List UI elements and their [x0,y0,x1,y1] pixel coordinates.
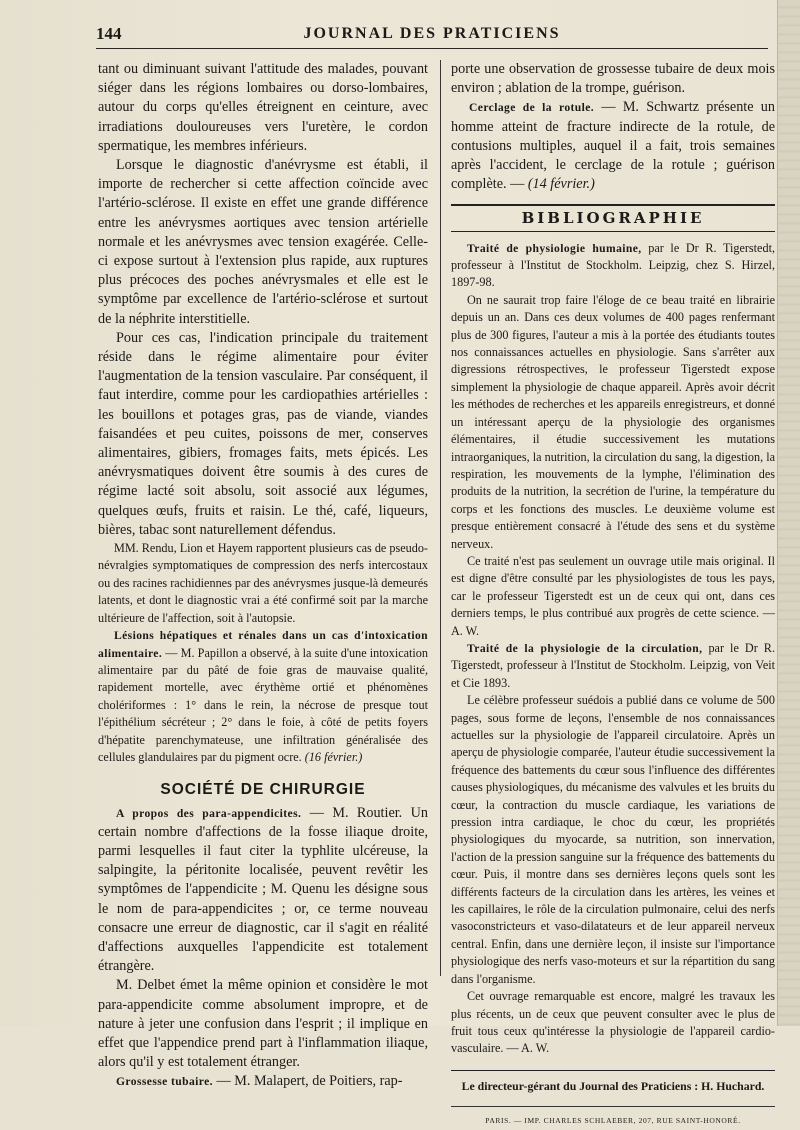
paragraph: Ce traité n'est pas seulement un ouvrage utile mais original. Il est digne d'être consulté par les physiologistes de tous les pays, car le professeur Tigerstedt est un de ceux qui ont, dans ces derniers temps, le plus contribué aux progrès de cette science. — A. W. [451,553,775,638]
page-number: 144 [96,24,122,43]
book-title: Traité de la physiologie de la circulation, [467,641,703,655]
paragraph-text: par le Dr R. Tigerstedt, professeur à l'Institut de Stockholm. Leipzig, chez S. Hirzel, 1897-98. [451,240,775,290]
run-in-heading: Grossesse tubaire. [116,1075,213,1089]
printer-imprint: PARIS. — IMP. CHARLES SCHLAEBER, 207, RUE SAINT-HONORÉ. [451,1106,775,1130]
paragraph-text: — M. Schwartz présente un homme atteint de fracture indirecte de la rotule, de contusions multiples, auquel il a fait, trois semaines après l'accident, le cerclage de la rotule ; guérison complète. — [451,99,775,193]
paragraph: Pour ces cas, l'indication principale du traitement réside dans le régime alimentaire pour éviter l'augmentation de la tension vasculaire. Par conséquent, il faut interdire, comme pour les cardiopathies artérielles : les bouillons et potages gras, pas de viande, viandes faisandées et peu cuites, poissons de mer, conserves alimentaires, gibiers, fromages faits, mets épicés. Les anévrysmatiques doivent être soumis à des cures de régime lacté soit absolu, soit associé aux légumes, quelques œufs, fruits et raisin. Le thé, café, liqueurs, bières, tabac sont naturellement défendus. [98,329,428,538]
small-print-block [98,540,428,766]
section-heading: SOCIÉTÉ DE CHIRURGIE [160,781,366,799]
right-column [440,60,775,1125]
page-header [96,22,768,49]
paragraph: MM. Rendu, Lion et Hayem rapportent plusieurs cas de pseudo-névralgies symptomatiques de compression des nerfs intercostaux ou des racines rachidiennes par des anévrysmes jusque-là demeurés latents, et dont le diagnostic vrai a été confirmé soit par la marche ultérieure de l'affection, soit à l'autopsie. [98,541,428,625]
binding-edge [777,0,800,1026]
paragraph [98,804,428,977]
left-column [98,60,428,1090]
paragraph [451,640,775,692]
paragraph: Cet ouvrage remarquable est encore, malgré les travaux les plus récents, un de ceux que peuvent consulter avec le plus de fruit tous ceux qu'intéresse la physiologie de l'appareil cardio-vasculaire. — A. W. [451,989,775,1056]
paragraph: Lorsque le diagnostic d'anévrysme est établi, il importe de rechercher si cette affection coïncide avec l'artério-sclérose. Il existe en effet une grande différence entre les anévrysmes aortiques avec tension artérielle normale et les anévrysmes avec tension exagérée. Celle-ci expose surtout à l'extension plus rapide, aux ruptures plus précoces des poches anévrysmales et elle est le symptôme par excellence de l'artério-sclérose et surtout de la néphrite interstitielle. [98,157,428,327]
book-title: Traité de physiologie humaine, [467,241,642,255]
paragraph: On ne saurait trop faire l'éloge de ce beau traité en librairie depuis un an. Dans ces deux volumes de 400 pages renfermant plus de 300 figures, l'auteur a mis à la portée des étudiants toutes nos connaissances actuelles en physiologie. Sans s'arrêter aux digressions rétrospectives, le professeur Tigerstedt expose simplement la physiologie de chaque appareil. Après avoir décrit les méthodes de recherches et les appareils enregistreurs, et donné un intéressant aperçu de la physiologie des organismes élémentaires, il étudie successivement les mutations intraorganiques, la nutrition, la circulation du sang, la digestion, la respiration, les mouvements de la lymphe, l'élimination des produits de la nutrition, la secrétion de l'urine, la température du corps et les fonctions des muscles. Le deuxième volume est presque entièrement consacré à l'étude des sens et du système nerveux. [451,292,775,551]
paragraph-text: — M. Malapert, de Poitiers, rap- [212,1073,403,1090]
paragraph: M. Delbet émet la même opinion et considère le mot para-appendicite comme absolument impropre, et de nature à jeter une confusion dans l'esprit ; il implique en effet que l'appendice prend part à l'inflammation iliaque, alors qu'il y est totalement étranger. [98,977,428,1071]
paragraph: Le célèbre professeur suédois a publié dans ce volume de 500 pages, sous forme de leçons, l'ensemble de nos connaissances actuelles sur la physiologie de l'appareil circulatoire. Après un aperçu de physiologie comparée, l'auteur étudie successivement la fréquence des battements du cœur sous l'influence des différentes causes physiologiques, du mécanisme des valvules et les bruits du cœur, la contraction du muscle cardiaque, les variations de pression intra cardiaque, le choc du cœur, les propriétés physiologiques du myocarde, sa nutrition, son innervation, l'action de la pression sanguine sur la fréquence des battements du cœur. Puis, il montre dans ses dernières leçons quels sont les différents facteurs de la circulation dans les artères, les veines et les capillaires, le rôle de la circulation pulmonaire, celui des nerfs vasoconstricteurs et vaso-dilatateurs et de leur appareil nerveux central. Enfin, dans une dernière leçon, il insiste sur l'importance physiologique des nerfs vaso-moteurs et sur la répartition du sang dans l'organisme. [451,693,775,986]
bibliography-heading: BIBLIOGRAPHIE [451,204,775,231]
date-note: (14 février.) [527,176,595,193]
date-note: (16 février.) [304,749,363,764]
run-in-heading: A propos des para-appendicites. [116,806,302,820]
bibliography-block [451,240,775,1058]
paragraph [98,627,428,766]
paragraph-text: — M. Routier. Un certain nombre d'affections de la fosse iliaque droite, parmi lesquelles il faut citer la typhlite ulcéreuse, la salpingite, la péritonite localisée, peuvent revêtir les symptômes de l'appendicite ; M. Quenu les désigne sous le nom de para-appendicites ; or, ce terme nouveau consacre une erreur de diagnostic, car il s'agit en réalité d'affections auxquelles l'appendicite est totalement étrangère. [98,804,428,975]
paragraph-text: — M. Papillon a observé, à la suite d'une intoxication alimentaire par du pâté de foie gras de mauvaise qualité, rapidement mortelle, avec érythème ortié et phénomènes cholériformes : 1° dans le rein, la nécrose de presque tout l'épithélium sécréteur ; 2° dans le foie, à côté de petits foyers d'hépatite parenchymateuse, une infiltration généralisée des cellules glandulaires par du pigment ocre. [98,645,428,764]
director-line: Le directeur-gérant du Journal des Praticiens : H. Huchard. [451,1070,775,1096]
paragraph [451,240,775,292]
paragraph: porte une observation de grossesse tubaire de deux mois environ ; ablation de la trompe, guérison. [451,61,775,97]
paragraph [98,1072,428,1091]
run-in-heading: Lésions hépatiques et rénales dans un cas d'intoxication alimentaire. [98,629,428,660]
paragraph-text: par le Dr R. Tigerstedt, professeur à l'Institut de Stockholm. Leipzig, von Veit et Cie 1893. [451,640,775,690]
paragraph [451,98,775,194]
paragraph: tant ou diminuant suivant l'attitude des malades, pouvant siéger dans les régions lombaires ou dorso-lombaires, autour du corps qu'elles étreignent en ceinture, avec irradiations douloureuses vers l'uretère, le cordon spermatique, les membres inférieurs. [98,61,428,154]
run-in-heading: Cerclage de la rotule. [469,101,595,115]
journal-title: JOURNAL DES PRATICIENS [303,25,561,42]
